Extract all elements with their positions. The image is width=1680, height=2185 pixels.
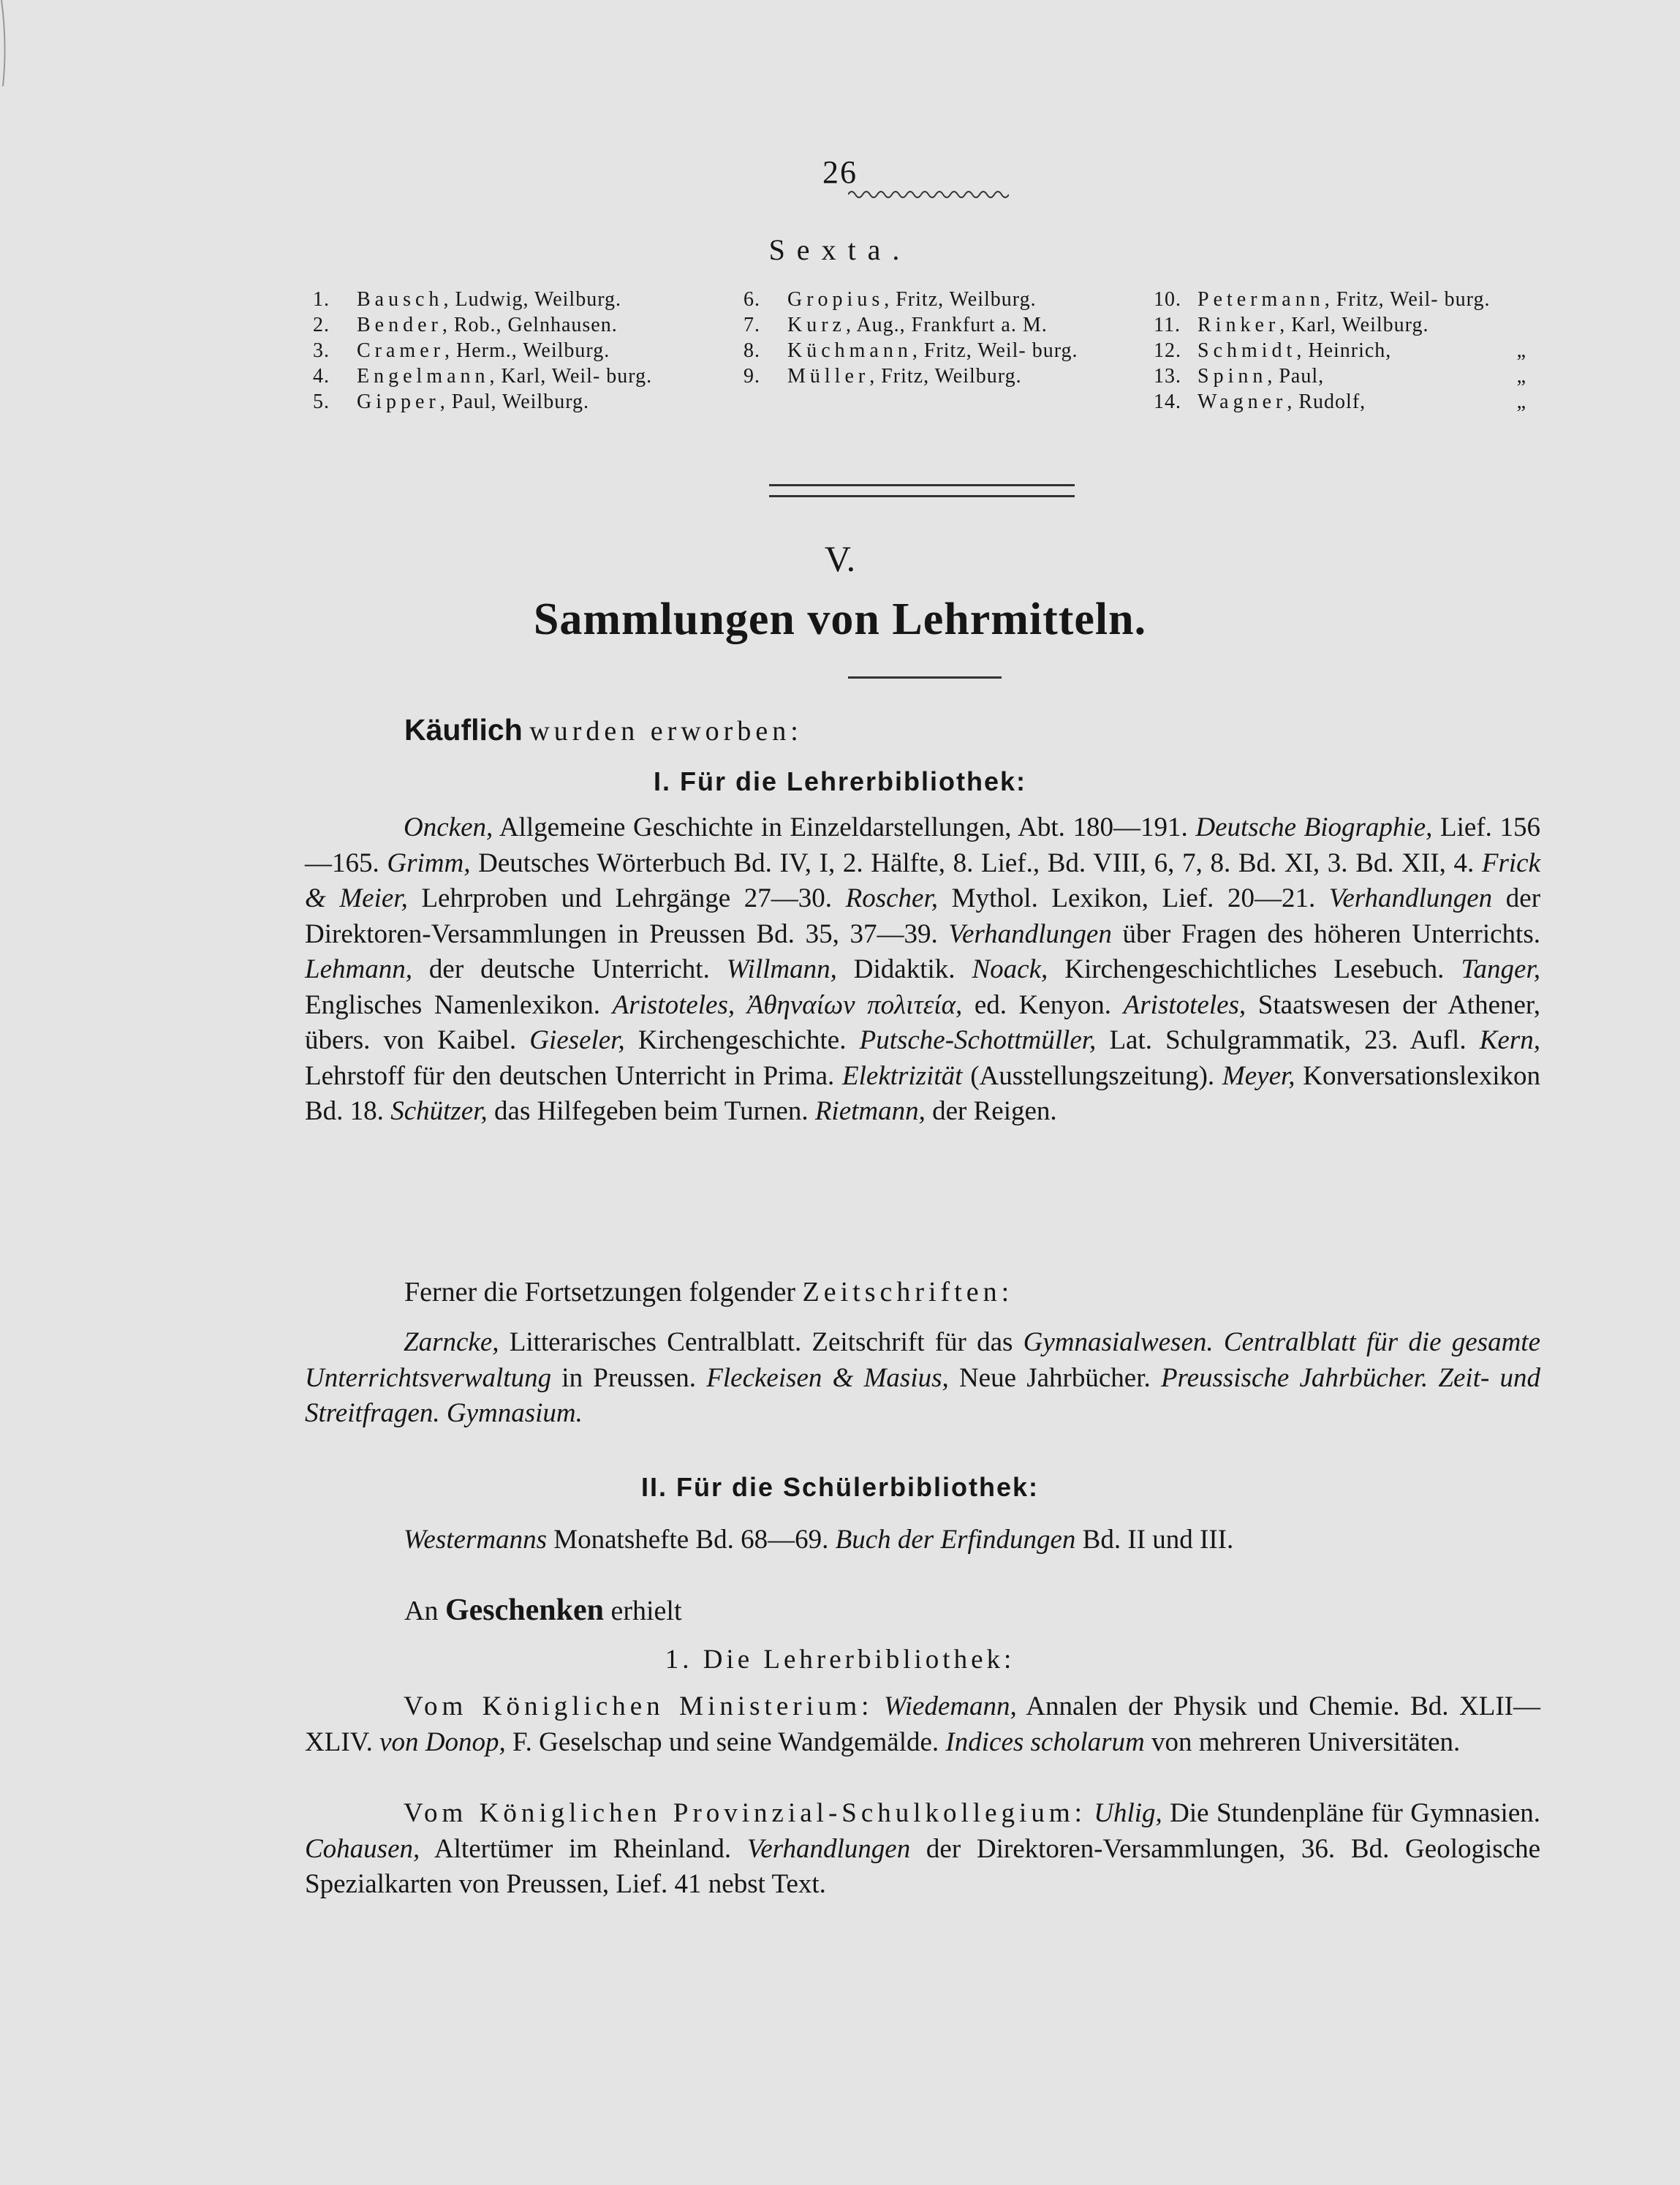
text-run: Litterarisches Centralblatt. Zeitschrift für das — [499, 1327, 1023, 1357]
student-number: 12. — [1154, 339, 1181, 362]
student-text — [1197, 363, 1541, 389]
student-number: 14. — [1154, 390, 1181, 413]
student-number: 7. — [743, 314, 760, 336]
student-surname: Küchmann — [787, 339, 912, 362]
gifts-intro-text: erhielt — [610, 1596, 682, 1626]
text-run: Kirchengeschichte. — [624, 1025, 860, 1055]
italic-reference: Westermanns — [404, 1525, 547, 1555]
paragraph-teacher-library-purchases — [305, 810, 1540, 1130]
wavy-rule-ornament — [848, 187, 1009, 202]
student-surname: Müller — [787, 365, 870, 388]
italic-reference: Verhandlungen — [948, 918, 1112, 949]
student-list-column-3 — [1154, 287, 1541, 415]
periodicals-intro — [404, 1276, 1013, 1308]
text-run: der Direktoren-Versammlungen, 36. Bd. Geologische Spezialkarten von Preussen, Lief. 41 nebst Text. — [305, 1833, 1540, 1899]
student-surname: Engelmann — [357, 365, 490, 388]
text-run: Lehrproben und Lehrgänge 27—30. — [407, 883, 846, 913]
text-run — [873, 1691, 884, 1721]
purchased-intro-bold: Käuflich — [404, 713, 523, 747]
student-details: , Ludwig, Weilburg. — [443, 288, 622, 311]
page-edge-mark — [0, 0, 29, 88]
section-title: Sammlungen von Lehrmitteln. — [533, 595, 1147, 644]
text-run: (Ausstellungszeitung). — [962, 1060, 1222, 1091]
text-run: Monatshefte Bd. 68—69. — [546, 1525, 836, 1555]
ditto-mark: „ — [1516, 365, 1526, 388]
student-number: 8. — [743, 339, 760, 362]
student-entry — [1154, 363, 1541, 389]
italic-reference: Indices scholarum — [945, 1727, 1145, 1757]
text-run: Altertümer im Rheinland. — [420, 1833, 747, 1864]
student-text — [1197, 312, 1541, 338]
text-run: Lief. 156—165. — [305, 812, 1541, 878]
student-text — [357, 287, 711, 312]
student-details: , Heinrich, — [1296, 339, 1392, 362]
student-surname: Petermann — [1197, 288, 1325, 311]
student-text — [1197, 338, 1541, 363]
student-details: , Fritz, Weilburg. — [869, 365, 1022, 388]
text-run: Neue Jahrbücher. — [948, 1362, 1161, 1393]
student-text — [357, 363, 711, 389]
italic-reference: Elektrizität — [842, 1060, 963, 1091]
paragraph-periodicals — [305, 1325, 1540, 1432]
student-entry — [1154, 312, 1541, 338]
italic-reference: Aristoteles, — [1123, 989, 1246, 1020]
periodicals-intro-spaced: Zeitschriften: — [802, 1277, 1014, 1307]
italic-reference: Aristoteles, Ἀθηναίων πολιτεία, — [612, 989, 963, 1020]
student-details: , Herm., Weilburg. — [444, 339, 610, 362]
italic-reference: Uhlig, — [1094, 1798, 1162, 1828]
student-surname: Gipper — [357, 390, 440, 413]
italic-reference: Schützer, — [390, 1096, 488, 1126]
italic-reference: Frick & Meier, — [305, 848, 1541, 913]
italic-reference: Grimm, — [387, 848, 471, 878]
gifts-intro-bold: Geschenken — [444, 1593, 604, 1627]
student-number: 11. — [1154, 314, 1181, 336]
student-entry — [313, 389, 711, 415]
spaced-source: Vom Königlichen Ministerium: — [404, 1691, 874, 1721]
student-details: , Rob., Gelnhausen. — [442, 314, 618, 336]
student-text — [357, 312, 711, 338]
italic-reference: Willmann, — [726, 954, 837, 984]
student-details: , Karl, Weil- burg. — [489, 365, 653, 388]
purchased-intro — [404, 713, 803, 747]
student-surname: Gropius — [787, 288, 885, 311]
student-entry — [1154, 338, 1541, 363]
student-text — [787, 338, 1131, 363]
text-run: Allgemeine Geschichte in Einzeldarstellungen, Abt. 180—191. — [493, 812, 1196, 842]
student-number: 2. — [313, 314, 330, 336]
student-number: 13. — [1154, 365, 1181, 388]
italic-reference: Tanger, — [1461, 954, 1540, 984]
purchased-intro-text: wurden erworben: — [529, 716, 803, 747]
student-surname: Wagner — [1197, 390, 1287, 413]
text-run: Staatswesen der Athener, übers. von Kaibel. — [305, 989, 1540, 1055]
student-details: , Rudolf, — [1287, 390, 1366, 413]
text-run: Lat. Schulgrammatik, 23. Aufl. — [1096, 1025, 1480, 1055]
paragraph-gifts-schulkollegium — [305, 1796, 1540, 1903]
short-rule-divider — [848, 676, 1002, 679]
paragraph-student-library — [305, 1522, 1540, 1558]
italic-reference: Zarncke, — [404, 1327, 499, 1357]
text-run: Die Stundenpläne für Gymnasien. — [1162, 1798, 1541, 1828]
text-run: Didaktik. — [836, 954, 972, 984]
ditto-mark: „ — [1516, 339, 1526, 362]
italic-reference: Deutsche Biographie, — [1195, 812, 1433, 842]
italic-reference: Lehmann, — [305, 954, 412, 984]
student-entry — [1154, 287, 1541, 312]
section-numeral: V. — [824, 538, 856, 579]
student-surname: Rinker — [1197, 314, 1280, 336]
italic-reference: Fleckeisen & Masius, — [706, 1362, 949, 1393]
spaced-source: Vom Königlichen Provinzial-Schulkollegium: — [404, 1798, 1086, 1828]
text-run — [1086, 1798, 1094, 1828]
student-text — [1197, 389, 1541, 415]
paragraph-gifts-ministry — [305, 1689, 1540, 1760]
heading-teacher-library: I. Für die Lehrerbibliothek: — [653, 766, 1027, 796]
student-surname: Bender — [357, 314, 442, 336]
gifts-subheading: 1. Die Lehrerbibliothek: — [665, 1645, 1015, 1675]
page-number: 26 — [822, 154, 858, 190]
text-run: Kirchengeschichtliches Lesebuch. — [1048, 954, 1461, 984]
student-number: 5. — [313, 390, 330, 413]
student-details: , Paul, Weilburg. — [439, 390, 590, 413]
text-run: Bd. II und III. — [1075, 1525, 1234, 1555]
italic-reference: von Donop, — [379, 1727, 506, 1757]
gifts-intro-pre: An — [404, 1596, 439, 1626]
italic-reference: Wiedemann, — [883, 1691, 1017, 1721]
student-details: , Fritz, Weil- burg. — [912, 339, 1078, 362]
class-title: Sexta. — [768, 233, 912, 266]
italic-reference: Meyer, — [1222, 1060, 1295, 1091]
double-rule-divider — [769, 484, 1075, 497]
text-run: der deutsche Unterricht. — [412, 954, 727, 984]
italic-reference: Verhandlungen — [1328, 883, 1493, 913]
student-text — [787, 363, 1131, 389]
text-run: Konversationslexikon Bd. 18. — [305, 1060, 1540, 1126]
student-number: 9. — [743, 365, 760, 388]
student-entry — [743, 363, 1131, 389]
text-run: Deutsches Wörterbuch Bd. IV, I, 2. Hälfte, 8. Lief., Bd. VIII, 6, 7, 8. Bd. XI, 3. Bd. XII, 4. — [470, 848, 1482, 878]
student-details: , Fritz, Weilburg. — [884, 288, 1037, 311]
student-text — [787, 287, 1131, 312]
student-text — [787, 312, 1131, 338]
student-entry — [743, 312, 1131, 338]
student-entry — [743, 287, 1131, 312]
student-details: , Karl, Weilburg. — [1279, 314, 1429, 336]
student-details: , Fritz, Weil- burg. — [1324, 288, 1491, 311]
student-surname: Kurz — [787, 314, 846, 336]
italic-reference: Oncken, — [404, 812, 493, 842]
text-run: in Preussen. — [551, 1362, 707, 1393]
italic-reference: Noack, — [972, 954, 1048, 984]
student-number: 10. — [1154, 288, 1181, 311]
italic-reference: Gymnasialwesen. Centralblatt für die gesamte Unterrichtsverwaltung — [305, 1327, 1540, 1393]
student-surname: Cramer — [357, 339, 444, 362]
student-number: 1. — [313, 288, 330, 311]
italic-reference: Gieseler, — [529, 1025, 625, 1055]
student-text — [1197, 287, 1541, 312]
student-entry — [743, 338, 1131, 363]
text-run: ed. Kenyon. — [962, 989, 1124, 1020]
gifts-intro — [404, 1593, 682, 1628]
text-run: Mythol. Lexikon, Lief. 20—21. — [938, 883, 1329, 913]
student-entry — [313, 363, 711, 389]
student-surname: Bausch — [357, 288, 444, 311]
text-run: der Direktoren-Versammlungen in Preussen Bd. 35, 37—39. — [305, 883, 1541, 949]
student-number: 4. — [313, 365, 330, 388]
student-text — [357, 338, 711, 363]
italic-reference: Kern, — [1479, 1025, 1540, 1055]
student-text — [357, 389, 711, 415]
student-entry — [313, 312, 711, 338]
student-entry — [313, 338, 711, 363]
italic-reference: Preussische Jahrbücher. Zeit- und Streitfragen. Gymnasium. — [305, 1362, 1540, 1428]
student-entry — [313, 287, 711, 312]
text-run: Englisches Namenlexikon. — [305, 989, 613, 1020]
student-surname: Schmidt — [1197, 339, 1297, 362]
text-run: von mehreren Universitäten. — [1144, 1727, 1461, 1757]
italic-reference: Buch der Erfindungen — [835, 1525, 1076, 1555]
text-run: Lehrstoff für den deutschen Unterricht in Prima. — [305, 1060, 843, 1091]
periodicals-intro-text: Ferner die Fortsetzungen folgender — [404, 1277, 795, 1307]
student-number: 6. — [743, 288, 760, 311]
heading-student-library: II. Für die Schülerbibliothek: — [640, 1472, 1040, 1502]
student-number: 3. — [313, 339, 330, 362]
student-list-column-1 — [313, 287, 711, 415]
italic-reference: Cohausen, — [305, 1833, 420, 1864]
student-list-column-2 — [743, 287, 1131, 389]
text-run: das Hilfegeben beim Turnen. — [487, 1096, 815, 1126]
italic-reference: Verhandlungen — [746, 1833, 911, 1864]
student-details: , Paul, — [1267, 365, 1325, 388]
student-surname: Spinn — [1197, 365, 1268, 388]
italic-reference: Roscher, — [845, 883, 939, 913]
text-run: Annalen der Physik und Chemie. Bd. XLII—XLIV. — [305, 1691, 1541, 1757]
ditto-mark: „ — [1516, 390, 1526, 413]
text-run: F. Geselschap und seine Wandgemälde. — [505, 1727, 946, 1757]
text-run: über Fragen des höheren Unterrichts. — [1111, 918, 1540, 949]
student-details: , Aug., Frankfurt a. M. — [845, 314, 1048, 336]
italic-reference: Putsche-Schottmüller, — [859, 1025, 1097, 1055]
text-run: der Reigen. — [925, 1096, 1057, 1126]
student-entry — [1154, 389, 1541, 415]
italic-reference: Rietmann, — [814, 1096, 926, 1126]
